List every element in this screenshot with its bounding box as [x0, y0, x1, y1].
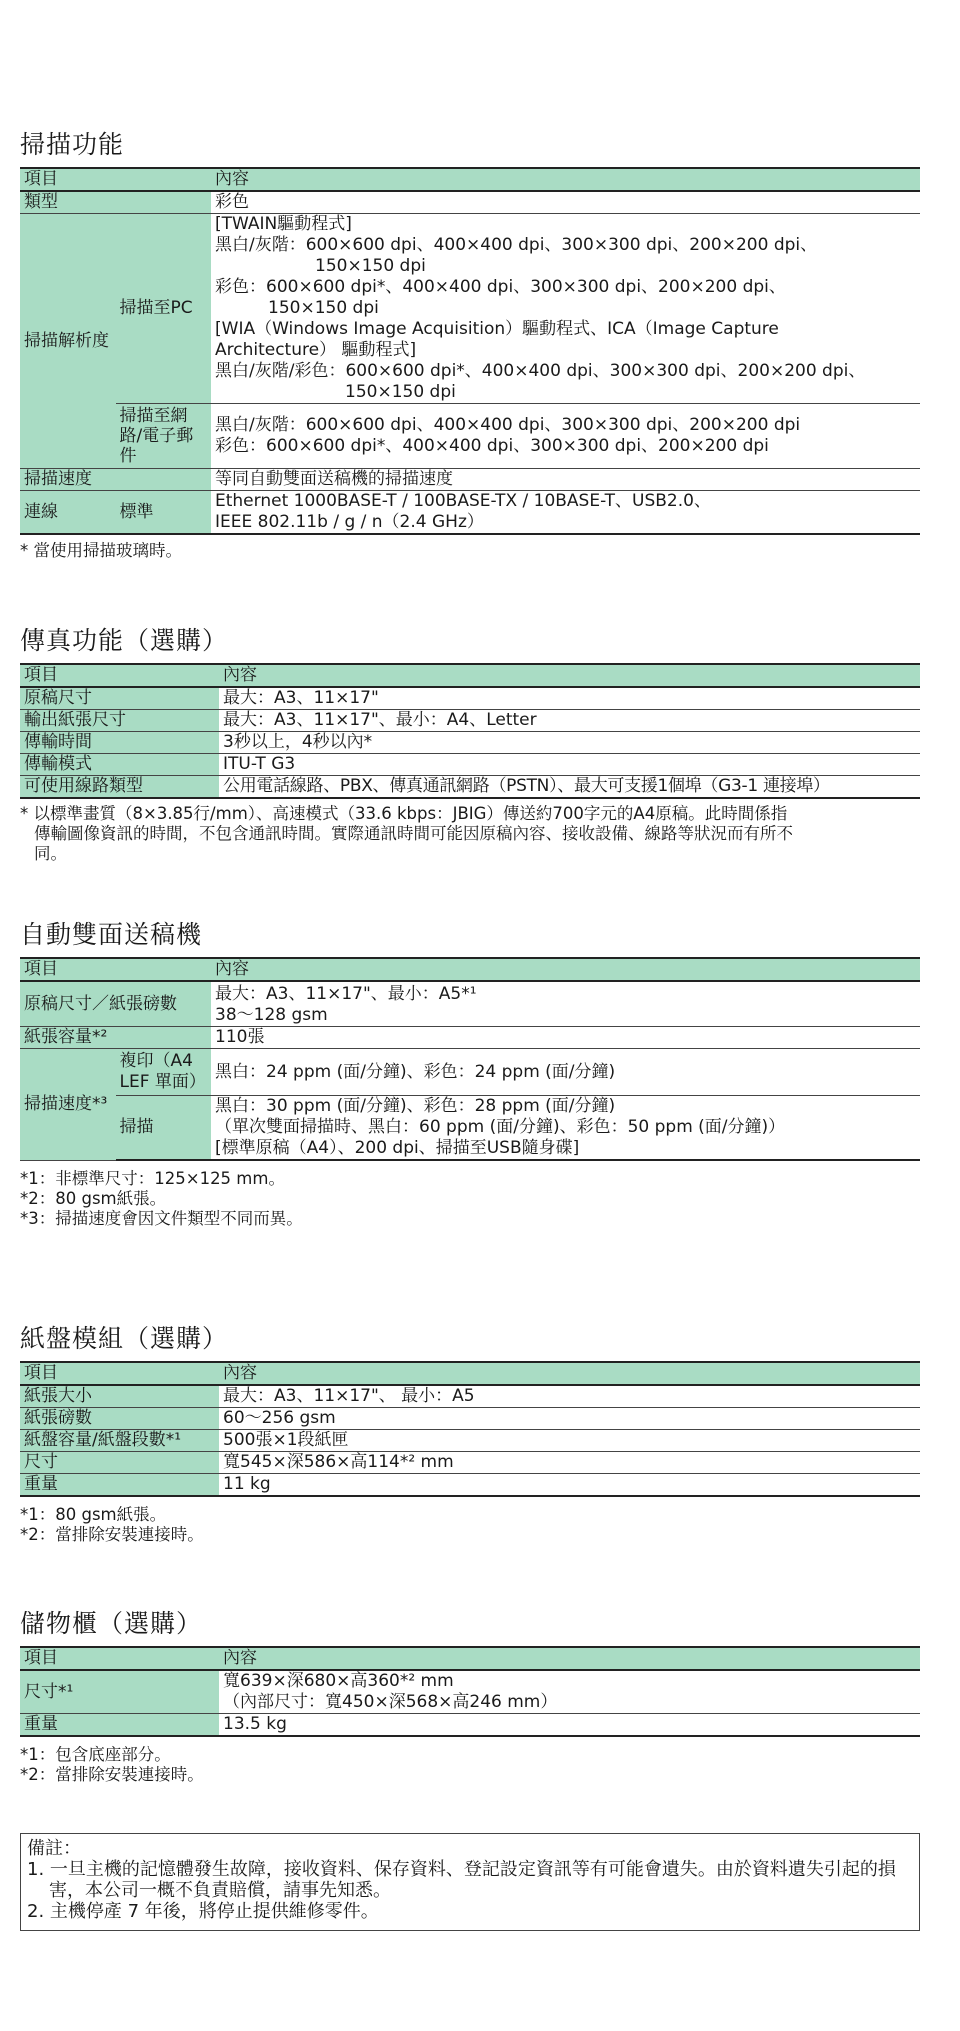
table-row: [20, 776, 920, 799]
cabinet-section: [20, 1607, 920, 1785]
adf-cap-label: 紙張容量*²: [20, 1027, 211, 1049]
table-row: [20, 710, 920, 732]
table-header: [20, 958, 920, 981]
fax-row-value: 最大：A3、11×17"、最小：A4、Letter: [219, 710, 920, 732]
header-content: 內容: [219, 1362, 920, 1385]
adf-size-label: 原稿尺寸／紙張磅數: [20, 981, 211, 1027]
fax-row-label: 傳輸模式: [20, 754, 219, 776]
adf-size-line: 最大：A3、11×17"、最小：A5*¹: [215, 984, 477, 1004]
adf-size-value: [211, 981, 920, 1027]
cabinet-weight-label: 重量: [20, 1714, 219, 1737]
table-header: [20, 168, 920, 191]
tray-row-value: 最大：A3、11×17"、 最小：A5: [219, 1385, 920, 1408]
tray-row-value: 寬545×深586×高114*² mm: [219, 1452, 920, 1474]
tray-notes: [20, 1505, 920, 1545]
header-item: 項目: [20, 1647, 219, 1670]
table-row: [20, 732, 920, 754]
fax-note-line: 同。: [34, 844, 67, 863]
fax-row-label: 輸出紙張尺寸: [20, 710, 219, 732]
adf-table: [20, 957, 920, 1161]
fax-row-value: 最大：A3、11×17": [219, 687, 920, 710]
fax-row-value: 公用電話線路、PBX、傳真通訊網路（PSTN）、最大可支援1個埠（G3-1 連接埠）: [219, 776, 920, 799]
adf-note-line: *3：掃描速度會因文件類型不同而異。: [20, 1209, 303, 1228]
adf-scan-label: 掃描: [116, 1096, 212, 1161]
tray-row-label: 紙盤容量/紙盤段數*¹: [20, 1430, 219, 1452]
table-row: [20, 1096, 920, 1161]
table-row: [20, 981, 920, 1027]
pc-line: 彩色：600×600 dpi*、400×400 dpi、300×300 dpi、200×200 dpi、: [215, 277, 786, 297]
cabinet-weight-value: 13.5 kg: [219, 1714, 920, 1737]
type-label: 類型: [20, 191, 211, 214]
tray-title: 紙盤模組（選購）: [20, 1324, 229, 1353]
adf-copy-label: 複印（A4 LEF 單面）: [116, 1049, 212, 1096]
remarks-title: 備註：: [27, 1838, 81, 1859]
adf-cap-value: 110張: [211, 1027, 920, 1049]
pc-value: [211, 214, 920, 404]
fax-row-label: 傳輸時間: [20, 732, 219, 754]
pc-line: 150×150 dpi: [345, 382, 456, 402]
tray-row-value: 500張×1段紙匣: [219, 1430, 920, 1452]
pc-line: [TWAIN驅動程式]: [215, 214, 352, 234]
conn-sub-label: 標準: [116, 491, 212, 535]
conn-line: IEEE 802.11b / g / n（2.4 GHz）: [215, 512, 484, 532]
fax-row-label: 可使用線路類型: [20, 776, 219, 799]
table-header: [20, 664, 920, 687]
net-label: 掃描至網路/電子郵件: [116, 404, 212, 469]
conn-label: 連線: [20, 491, 116, 535]
pc-line: [WIA（Windows Image Acquisition）驅動程式、ICA（Image Capture: [215, 319, 779, 339]
fax-row-label: 原稿尺寸: [20, 687, 219, 710]
adf-scan-line: （單次雙面掃描時、黑白：60 ppm (面/分鐘)、彩色：50 ppm (面/分鐘)）: [215, 1117, 786, 1137]
header-content: 內容: [211, 958, 920, 981]
remarks-item: 2. 主機停產 7 年後，將停止提供維修零件。: [27, 1901, 379, 1922]
adf-copy-value: 黑白：24 ppm (面/分鐘)、彩色：24 ppm (面/分鐘): [211, 1049, 920, 1096]
header-content: 內容: [219, 664, 920, 687]
pc-line: 黑白/灰階：600×600 dpi、400×400 dpi、300×300 dpi、200×200 dpi、: [215, 235, 818, 255]
pc-line: Architecture） 驅動程式]: [215, 340, 417, 360]
scan-section: [20, 128, 920, 561]
tray-row-value: 11 kg: [219, 1474, 920, 1497]
header-item: 項目: [20, 958, 211, 981]
adf-title: 自動雙面送稿機: [20, 920, 203, 949]
table-row: [20, 1452, 920, 1474]
speed-value: 等同自動雙面送稿機的掃描速度: [211, 469, 920, 491]
header-item: 項目: [20, 664, 219, 687]
table-header: [20, 1647, 920, 1670]
table-row: [20, 214, 920, 404]
resolution-label: 掃描解析度: [20, 214, 116, 469]
table-row: [20, 1670, 920, 1714]
conn-line: Ethernet 1000BASE-T / 100BASE-TX / 10BASE-T、USB2.0、: [215, 491, 711, 511]
pc-line: 黑白/灰階/彩色：600×600 dpi*、400×400 dpi、300×300 dpi、200×200 dpi、: [215, 361, 866, 381]
table-row: [20, 1049, 920, 1096]
header-content: 內容: [211, 168, 920, 191]
tray-note-line: *2：當排除安裝連接時。: [20, 1525, 204, 1544]
fax-row-value: 3秒以上，4秒以內*: [219, 732, 920, 754]
conn-value: [211, 491, 920, 535]
table-row: [20, 469, 920, 491]
adf-notes: [20, 1169, 920, 1229]
cabinet-note-line: *1：包含底座部分。: [20, 1745, 171, 1764]
table-row: [20, 1474, 920, 1497]
table-row: [20, 1027, 920, 1049]
adf-scan-line: 黑白：30 ppm (面/分鐘)、彩色：28 ppm (面/分鐘): [215, 1096, 616, 1116]
table-header: [20, 1362, 920, 1385]
scan-note: * 當使用掃描玻璃時。: [20, 541, 182, 560]
cabinet-notes: [20, 1745, 920, 1785]
adf-size-line: 38～128 gsm: [215, 1005, 328, 1025]
fax-note: [20, 804, 920, 864]
adf-note-line: *1：非標準尺寸：125×125 mm。: [20, 1169, 285, 1188]
header-content: 內容: [219, 1647, 920, 1670]
tray-row-label: 紙張大小: [20, 1385, 219, 1408]
cabinet-size-label: 尺寸*¹: [20, 1670, 219, 1714]
adf-section: [20, 918, 920, 1229]
cabinet-note-line: *2：當排除安裝連接時。: [20, 1765, 204, 1784]
table-row: [20, 754, 920, 776]
cabinet-size-line: （內部尺寸：寬450×深568×高246 mm）: [223, 1692, 558, 1712]
adf-speed-label: 掃描速度*³: [20, 1049, 116, 1161]
cabinet-size-line: 寬639×深680×高360*² mm: [223, 1671, 454, 1691]
cabinet-table: [20, 1646, 920, 1737]
header-item: 項目: [20, 1362, 219, 1385]
adf-scan-line: [標準原稿（A4）、200 dpi、掃描至USB隨身碟]: [215, 1138, 580, 1158]
table-row: [20, 491, 920, 535]
table-row: [20, 1385, 920, 1408]
cabinet-size-value: [219, 1670, 920, 1714]
table-row: [20, 1430, 920, 1452]
tray-row-label: 紙張磅數: [20, 1408, 219, 1430]
table-row: [20, 404, 920, 469]
remarks-item: 1. 一旦主機的記憶體發生故障，接收資料、保存資料、登記設定資訊等有可能會遺失。由於資料遺失引起的損害，本公司一概不負責賠償，請事先知悉。: [27, 1859, 896, 1901]
table-row: [20, 191, 920, 214]
fax-note-line: * 以標準畫質（8×3.85行/mm）、高速模式（33.6 kbps：JBIG）傳送約700字元的A4原稿。此時間係指: [20, 804, 788, 823]
type-value: 彩色: [211, 191, 920, 214]
tray-row-value: 60～256 gsm: [219, 1408, 920, 1430]
fax-row-value: ITU-T G3: [219, 754, 920, 776]
tray-section: [20, 1322, 920, 1545]
remarks-box: [20, 1833, 920, 1931]
table-row: [20, 1714, 920, 1737]
pc-label: 掃描至PC: [116, 214, 212, 404]
cabinet-title: 儲物櫃（選購）: [20, 1609, 203, 1638]
pc-line: 150×150 dpi: [315, 256, 426, 276]
fax-section: [20, 624, 920, 864]
scan-title: 掃描功能: [20, 130, 125, 159]
tray-table: [20, 1361, 920, 1497]
tray-row-label: 尺寸: [20, 1452, 219, 1474]
adf-scan-value: [211, 1096, 920, 1161]
pc-line: 150×150 dpi: [268, 298, 379, 318]
fax-note-line: 傳輸圖像資訊的時間，不包含通訊時間。實際通訊時間可能因原稿內容、接收設備、線路等狀況而有所不: [34, 824, 793, 843]
tray-row-label: 重量: [20, 1474, 219, 1497]
net-value: [211, 404, 920, 469]
table-row: [20, 1408, 920, 1430]
fax-title: 傳真功能（選購）: [20, 626, 229, 655]
scan-table: [20, 167, 920, 535]
header-item: 項目: [20, 168, 211, 191]
table-row: [20, 687, 920, 710]
speed-label: 掃描速度: [20, 469, 211, 491]
adf-note-line: *2：80 gsm紙張。: [20, 1189, 167, 1208]
net-line: 黑白/灰階：600×600 dpi、400×400 dpi、300×300 dpi、200×200 dpi: [215, 415, 801, 435]
tray-note-line: *1：80 gsm紙張。: [20, 1505, 167, 1524]
net-line: 彩色：600×600 dpi*、400×400 dpi、300×300 dpi、200×200 dpi: [215, 436, 769, 456]
fax-table: [20, 663, 920, 799]
